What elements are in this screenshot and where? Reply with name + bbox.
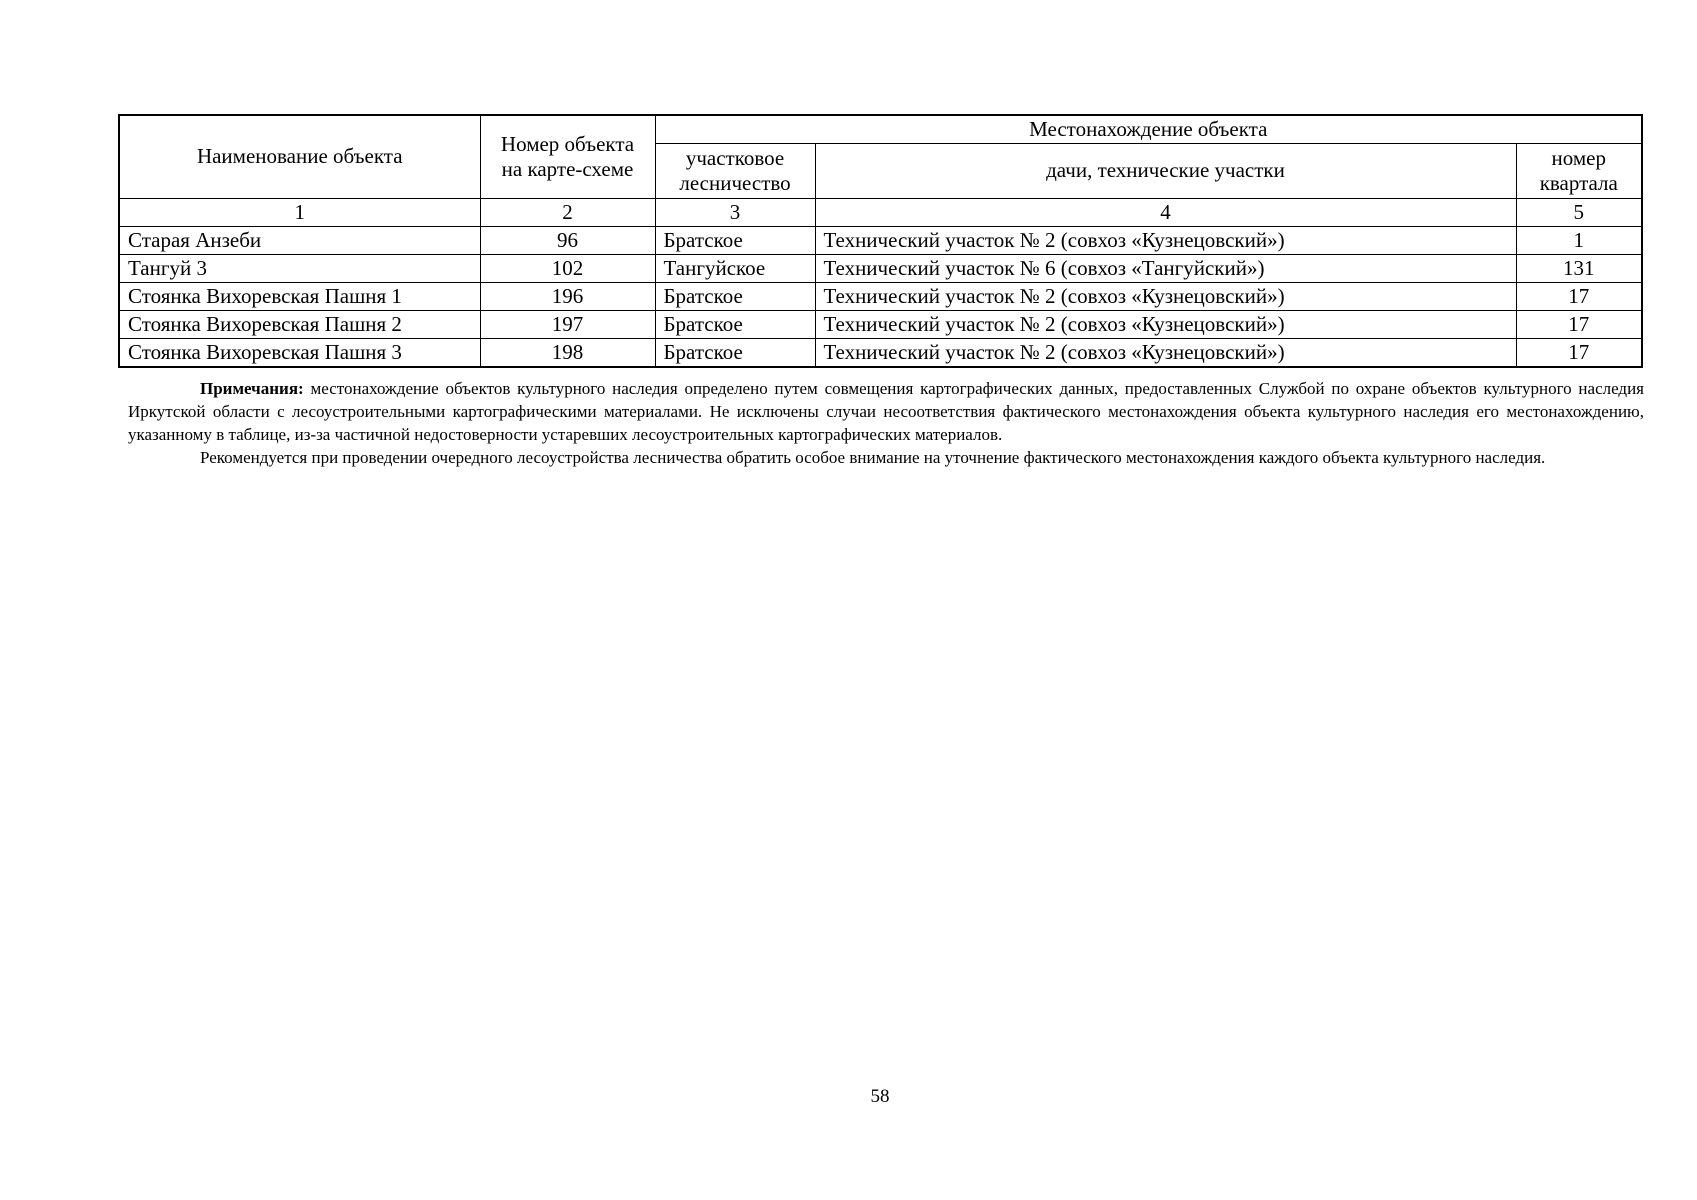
column-number: 2 [480,199,655,227]
column-number: 1 [119,199,480,227]
table-row [119,311,1642,339]
cell-name: Старая Анзеби [119,227,480,255]
cell-map-number: 96 [480,227,655,255]
cell-quarter: 17 [1516,311,1642,339]
notes-text: местонахождение объектов культурного наследия определено путем совмещения картографических данных, предоставленных Службой по охране объектов культурного наследия Иркутской области с лесоустроительными картографическими материалами. Не исключены случаи несоответствия фактического местонахождения объекта культурного наследия его местонахождению, указанному в таблице, из-за частичной недостоверности устаревших лесоустроительных картографических материалов. [128,379,1644,444]
table-row [119,255,1642,283]
cell-name: Тангуй 3 [119,255,480,283]
header-plots: дачи, технические участки [815,144,1516,199]
column-number: 4 [815,199,1516,227]
cell-plot: Технический участок № 2 (совхоз «Кузнецовский») [815,311,1516,339]
table-row [119,339,1642,368]
header-forestry: участковое лесничество [655,144,815,199]
notes-label: Примечания: [200,379,304,398]
cell-plot: Технический участок № 2 (совхоз «Кузнецовский») [815,227,1516,255]
cell-name: Стоянка Вихоревская Пашня 3 [119,339,480,368]
cell-map-number: 102 [480,255,655,283]
header-name: Наименование объекта [119,115,480,199]
column-number: 5 [1516,199,1642,227]
header-map-number: Номер объекта на карте-схеме [480,115,655,199]
column-number-row [119,199,1642,227]
cell-quarter: 17 [1516,283,1642,311]
cell-forestry: Братское [655,339,815,368]
cell-name: Стоянка Вихоревская Пашня 1 [119,283,480,311]
cell-quarter: 1 [1516,227,1642,255]
cell-quarter: 17 [1516,339,1642,368]
cell-forestry: Тангуйское [655,255,815,283]
notes-section [128,377,1644,469]
table-row [119,283,1642,311]
cell-plot: Технический участок № 2 (совхоз «Кузнецовский») [815,339,1516,368]
cell-quarter: 131 [1516,255,1642,283]
cell-map-number: 198 [480,339,655,368]
cell-forestry: Братское [655,311,815,339]
page-number: 58 [870,1086,890,1107]
cell-plot: Технический участок № 2 (совхоз «Кузнецовский») [815,283,1516,311]
header-location: Местонахождение объекта [655,115,1642,144]
notes-paragraph [128,377,1644,446]
cell-plot: Технический участок № 6 (совхоз «Тангуйский») [815,255,1516,283]
cell-forestry: Братское [655,283,815,311]
column-number: 3 [655,199,815,227]
table-row [119,227,1642,255]
cell-forestry: Братское [655,227,815,255]
recommendation-paragraph: Рекомендуется при проведении очередного лесоустройства лесничества обратить особое внимание на уточнение фактического местонахождения каждого объекта культурного наследия. [200,448,1546,467]
cell-map-number: 196 [480,283,655,311]
cell-map-number: 197 [480,311,655,339]
cell-name: Стоянка Вихоревская Пашня 2 [119,311,480,339]
cultural-heritage-objects-table [118,114,1643,368]
header-quarter: номер квартала [1516,144,1642,199]
